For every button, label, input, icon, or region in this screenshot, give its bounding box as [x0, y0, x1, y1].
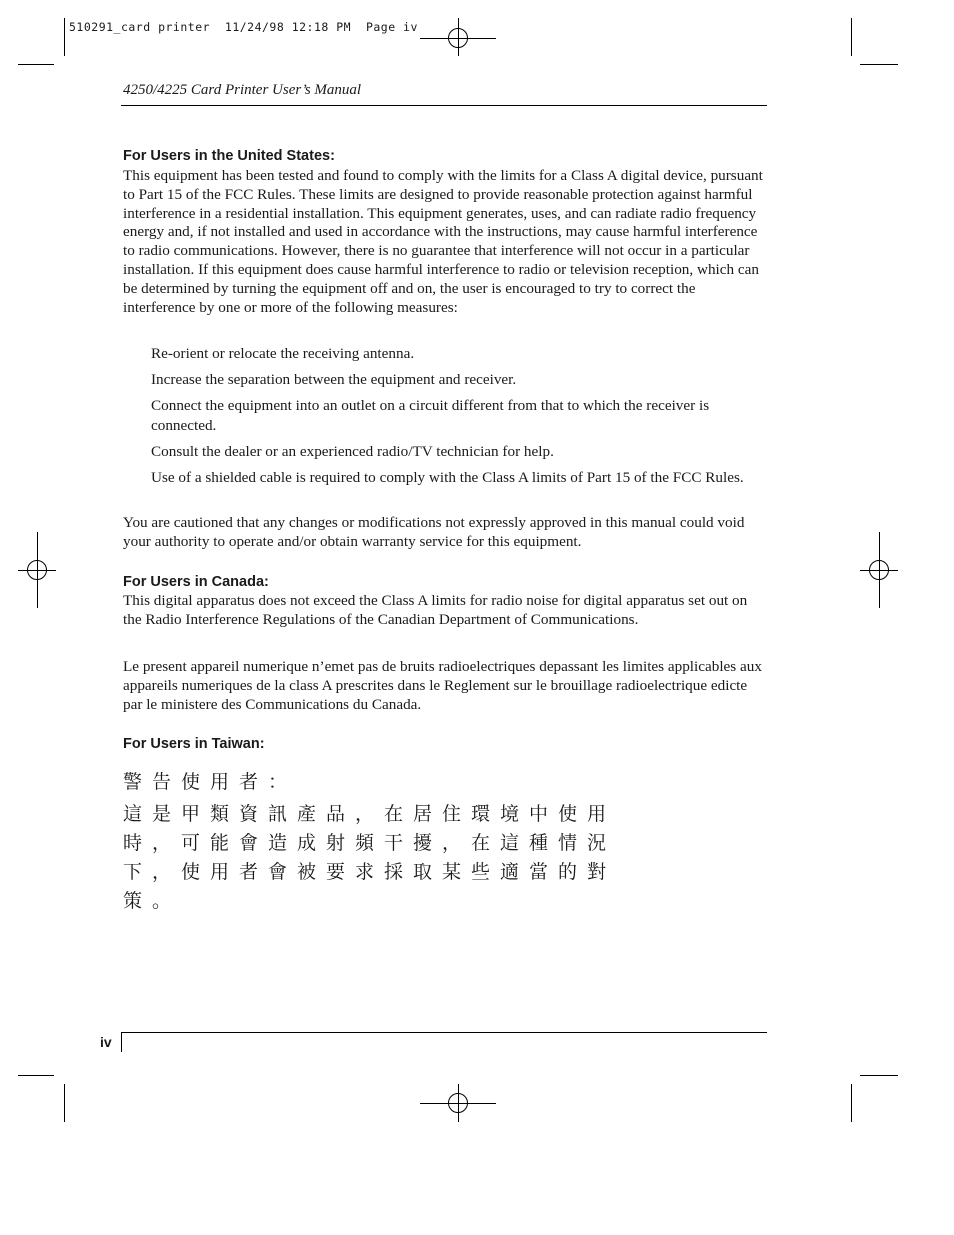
page-number: iv	[100, 1034, 112, 1050]
measure-item: Consult the dealer or an experienced radio/TV technician for help.	[151, 443, 554, 460]
crop-mark-bottom-right-vertical	[851, 1084, 852, 1122]
taiwan-heading: For Users in Taiwan:	[123, 736, 265, 752]
measure-item: Increase the separation between the equipment and receiver.	[151, 371, 517, 388]
canada-heading: For Users in Canada:	[123, 574, 269, 590]
measure-item: Connect the equipment into an outlet on a circuit different from that to which the receiver is connected.	[151, 397, 710, 434]
taiwan-notice-line: 這是甲類資訊產品，在居住環境中使用	[123, 803, 617, 825]
crop-mark-top-left-vertical	[64, 18, 65, 56]
crop-mark-bottom-right-horizontal	[860, 1075, 898, 1076]
canada-english-paragraph: This digital apparatus does not exceed the Class A limits for radio noise for digital apparatus set out on the Radio Interference Regulations of the Canadian Department of Communications.	[123, 592, 748, 628]
footer-divider	[121, 1032, 122, 1052]
us-caution-paragraph: You are cautioned that any changes or modifications not expressly approved in this manual could void your authority to operate and/or obtain warranty service for this equipment.	[123, 514, 745, 550]
measure-item: Use of a shielded cable is required to comply with the Class A limits of Part 15 of the FCC Rules.	[151, 469, 744, 486]
us-heading: For Users in the United States:	[123, 148, 335, 164]
taiwan-warning-title: 警告使用者：	[123, 771, 298, 793]
crop-mark-bottom-left-horizontal	[18, 1075, 54, 1076]
running-head: 4250/4225 Card Printer User’s Manual	[123, 82, 362, 98]
crop-mark-bottom-left-vertical	[64, 1084, 65, 1122]
header-rule	[121, 105, 767, 106]
print-slug: 510291_card printer 11/24/98 12:18 PM Page iv	[69, 20, 418, 34]
canada-french-paragraph: Le present appareil numerique n’emet pas de bruits radioelectriques depassant les limites applicables aux appareils numeriques de la class A prescrites dans le Reglement sur le brouillage radioelectrique edicte par le ministere des Communications du Canada.	[123, 658, 762, 713]
taiwan-notice-line: 下，使用者會被要求採取某些適當的對	[123, 861, 617, 883]
crop-mark-top-left-horizontal	[18, 64, 54, 65]
measure-item: Re-orient or relocate the receiving antenna.	[151, 345, 415, 362]
us-intro-paragraph: This equipment has been tested and found to comply with the limits for a Class A digital device, pursuant to Part 15 of the FCC Rules. These limits are designed to provide reasonable protection against harmful interference in a residential installation. This equipment generates, uses, and can radiate radio frequency energy and, if not installed and used in accordance with the instructions, may cause harmful interference to radio communications. However, there is no guarantee that interference will not occur in a particular installation. If this equipment does cause harmful interference to radio or television reception, which can be determined by turning the equipment off and on, the user is encouraged to try to correct the interference by one or more of the following measures:	[123, 167, 763, 316]
crop-mark-top-right-horizontal	[860, 64, 898, 65]
crop-mark-top-right-vertical	[851, 18, 852, 56]
footer-rule	[121, 1032, 767, 1033]
taiwan-notice-line: 策。	[123, 890, 182, 912]
taiwan-notice-line: 時，可能會造成射頻干擾，在這種情況	[123, 832, 617, 854]
